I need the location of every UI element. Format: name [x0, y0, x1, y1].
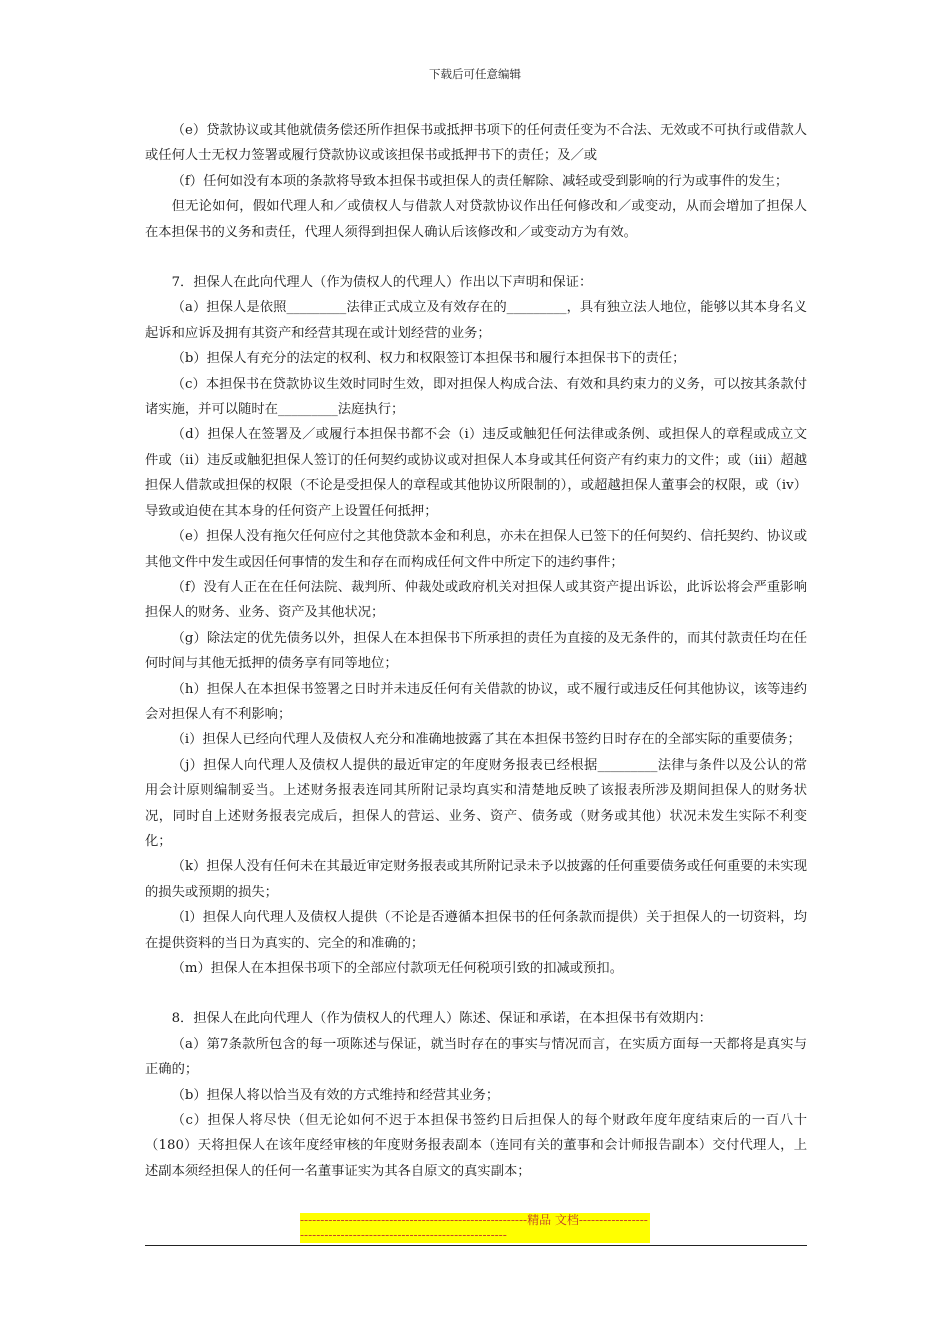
- paragraph: （b）担保人将以恰当及有效的方式维持和经营其业务；: [171, 1087, 500, 1103]
- paragraph: （f）没有人正在在任何法院、裁判所、仲裁处或政府机关对担保人或其资产提出诉讼，此诉讼将会严重影响担保人的财务、业务、资产及其他状况；: [145, 579, 807, 621]
- paragraph: （c）担保人将尽快（但无论如何不迟于本担保书签约日后担保人的每个财政年度年度结束后的一百八十（180）天将担保人在该年度经审核的年度财务报表副本（连同有关的董事和会计师报告副本）交付代理人，上述副本须经担保人的任何一名董事证实为其各自原文的真实副本；: [145, 1113, 807, 1179]
- paragraph: （a）第7条款所包含的每一项陈述与保证，就当时存在的事实与情况而言，在实质方面每一天都将是真实与正确的；: [145, 1036, 807, 1078]
- page-header: 下载后可任意编辑: [429, 67, 521, 81]
- paragraph: 但无论如何，假如代理人和／或债权人与借款人对贷款协议作出任何修改和／或变动，从而会增加了担保人在本担保书的义务和责任，代理人须得到担保人确认后该修改和／或变动方为有效。: [145, 199, 807, 240]
- paragraph: （c）本担保书在贷款协议生效时同时生效，即对担保人构成合法、有效和具约束力的义务，可以按其条款付诸实施，并可以随时在_________法庭执行；: [145, 376, 807, 418]
- paragraph: （e）担保人没有拖欠任何应付之其他贷款本金和利息，亦未在担保人已签下的任何契约、信托契约、协议或其他文件中发生或因任何事情的发生和存在而构成任何文件中所定下的违约事件；: [145, 529, 807, 570]
- paragraph: （b）担保人有充分的法定的权利、权力和权限签订本担保书和履行本担保书下的责任；: [171, 351, 686, 367]
- paragraph: （g）除法定的优先债务以外，担保人在本担保书下所承担的责任为直接的及无条件的，而其付款责任均在任何时间与其他无抵押的债务享有同等地位；: [145, 630, 807, 672]
- section-heading: 8．担保人在此向代理人（作为债权人的代理人）陈述、保证和承诺，在本担保书有效期内：: [171, 1011, 712, 1027]
- paragraph: （i）担保人已经向代理人及债权人充分和准确地披露了其在本担保书签约日时存在的全部实际的重要债务；: [171, 732, 801, 748]
- paragraph: （l）担保人向代理人及债权人提供（不论是否遵循本担保书的任何条款而提供）关于担保人的一切资料，均在提供资料的当日为真实的、完全的和准确的；: [145, 910, 807, 951]
- paragraph: （e）贷款协议或其他就债务偿还所作担保书或抵押书项下的任何责任变为不合法、无效或不可执行或借款人或任何人士无权力签署或履行贷款协议或该担保书或抵押书下的责任；及／或: [145, 123, 807, 164]
- document-body: [145, 118, 807, 1184]
- section-heading: 7．担保人在此向代理人（作为债权人的代理人）作出以下声明和保证：: [171, 275, 593, 291]
- paragraph: （h）担保人在本担保书签署之日时并未违反任何有关借款的协议，或不履行或违反任何其他协议，该等违约会对担保人有不利影响；: [145, 681, 807, 722]
- footer-divider: [145, 1245, 807, 1246]
- paragraph: （a）担保人是依照_________法律正式成立及有效存在的_________，具有独立法人地位，能够以其本身名义起诉和应诉及拥有其资产和经营其现在或计划经营的业务；: [145, 300, 807, 341]
- paragraph: （j）担保人向代理人及债权人提供的最近审定的年度财务报表已经根据_________法律与条件以及公认的常用会计原则编制妥当。上述财务报表连同其所附记录均真实和清楚地反映了该报表所涉及期间担保人的财务状况，同时自上述财务报表完成后，担保人的营运、业务、资产、债务或（财务或其他）状况未发生实际不利变化；: [145, 757, 807, 849]
- paragraph: （k）担保人没有任何未在其最近审定财务报表或其所附记录未予以披露的任何重要债务或任何重要的未实现的损失或预期的损失；: [145, 859, 807, 900]
- footer-banner: --------------------------------------------------------精品 文档--------------------------------------------------------------------: [300, 1213, 650, 1243]
- paragraph: （m）担保人在本担保书项下的全部应付款项无任何税项引致的扣减或预扣。: [171, 961, 623, 976]
- paragraph: （d）担保人在签署及／或履行本担保书都不会（i）违反或触犯任何法律或条例、或担保人的章程或成立文件或（ii）违反或触犯担保人签订的任何契约或协议或对担保人本身或其任何资产有约束力的文件；或（iii）超越担保人借款或担保的权限（不论是受担保人的章程或其他协议所限制的），或超越担保人董事会的权限，或（iv）导致或迫使在其本身的任何资产上设置任何抵押；: [145, 427, 807, 519]
- paragraph: （f）任何如没有本项的条款将导致本担保书或担保人的责任解除、减轻或受到影响的行为或事件的发生；: [171, 173, 789, 189]
